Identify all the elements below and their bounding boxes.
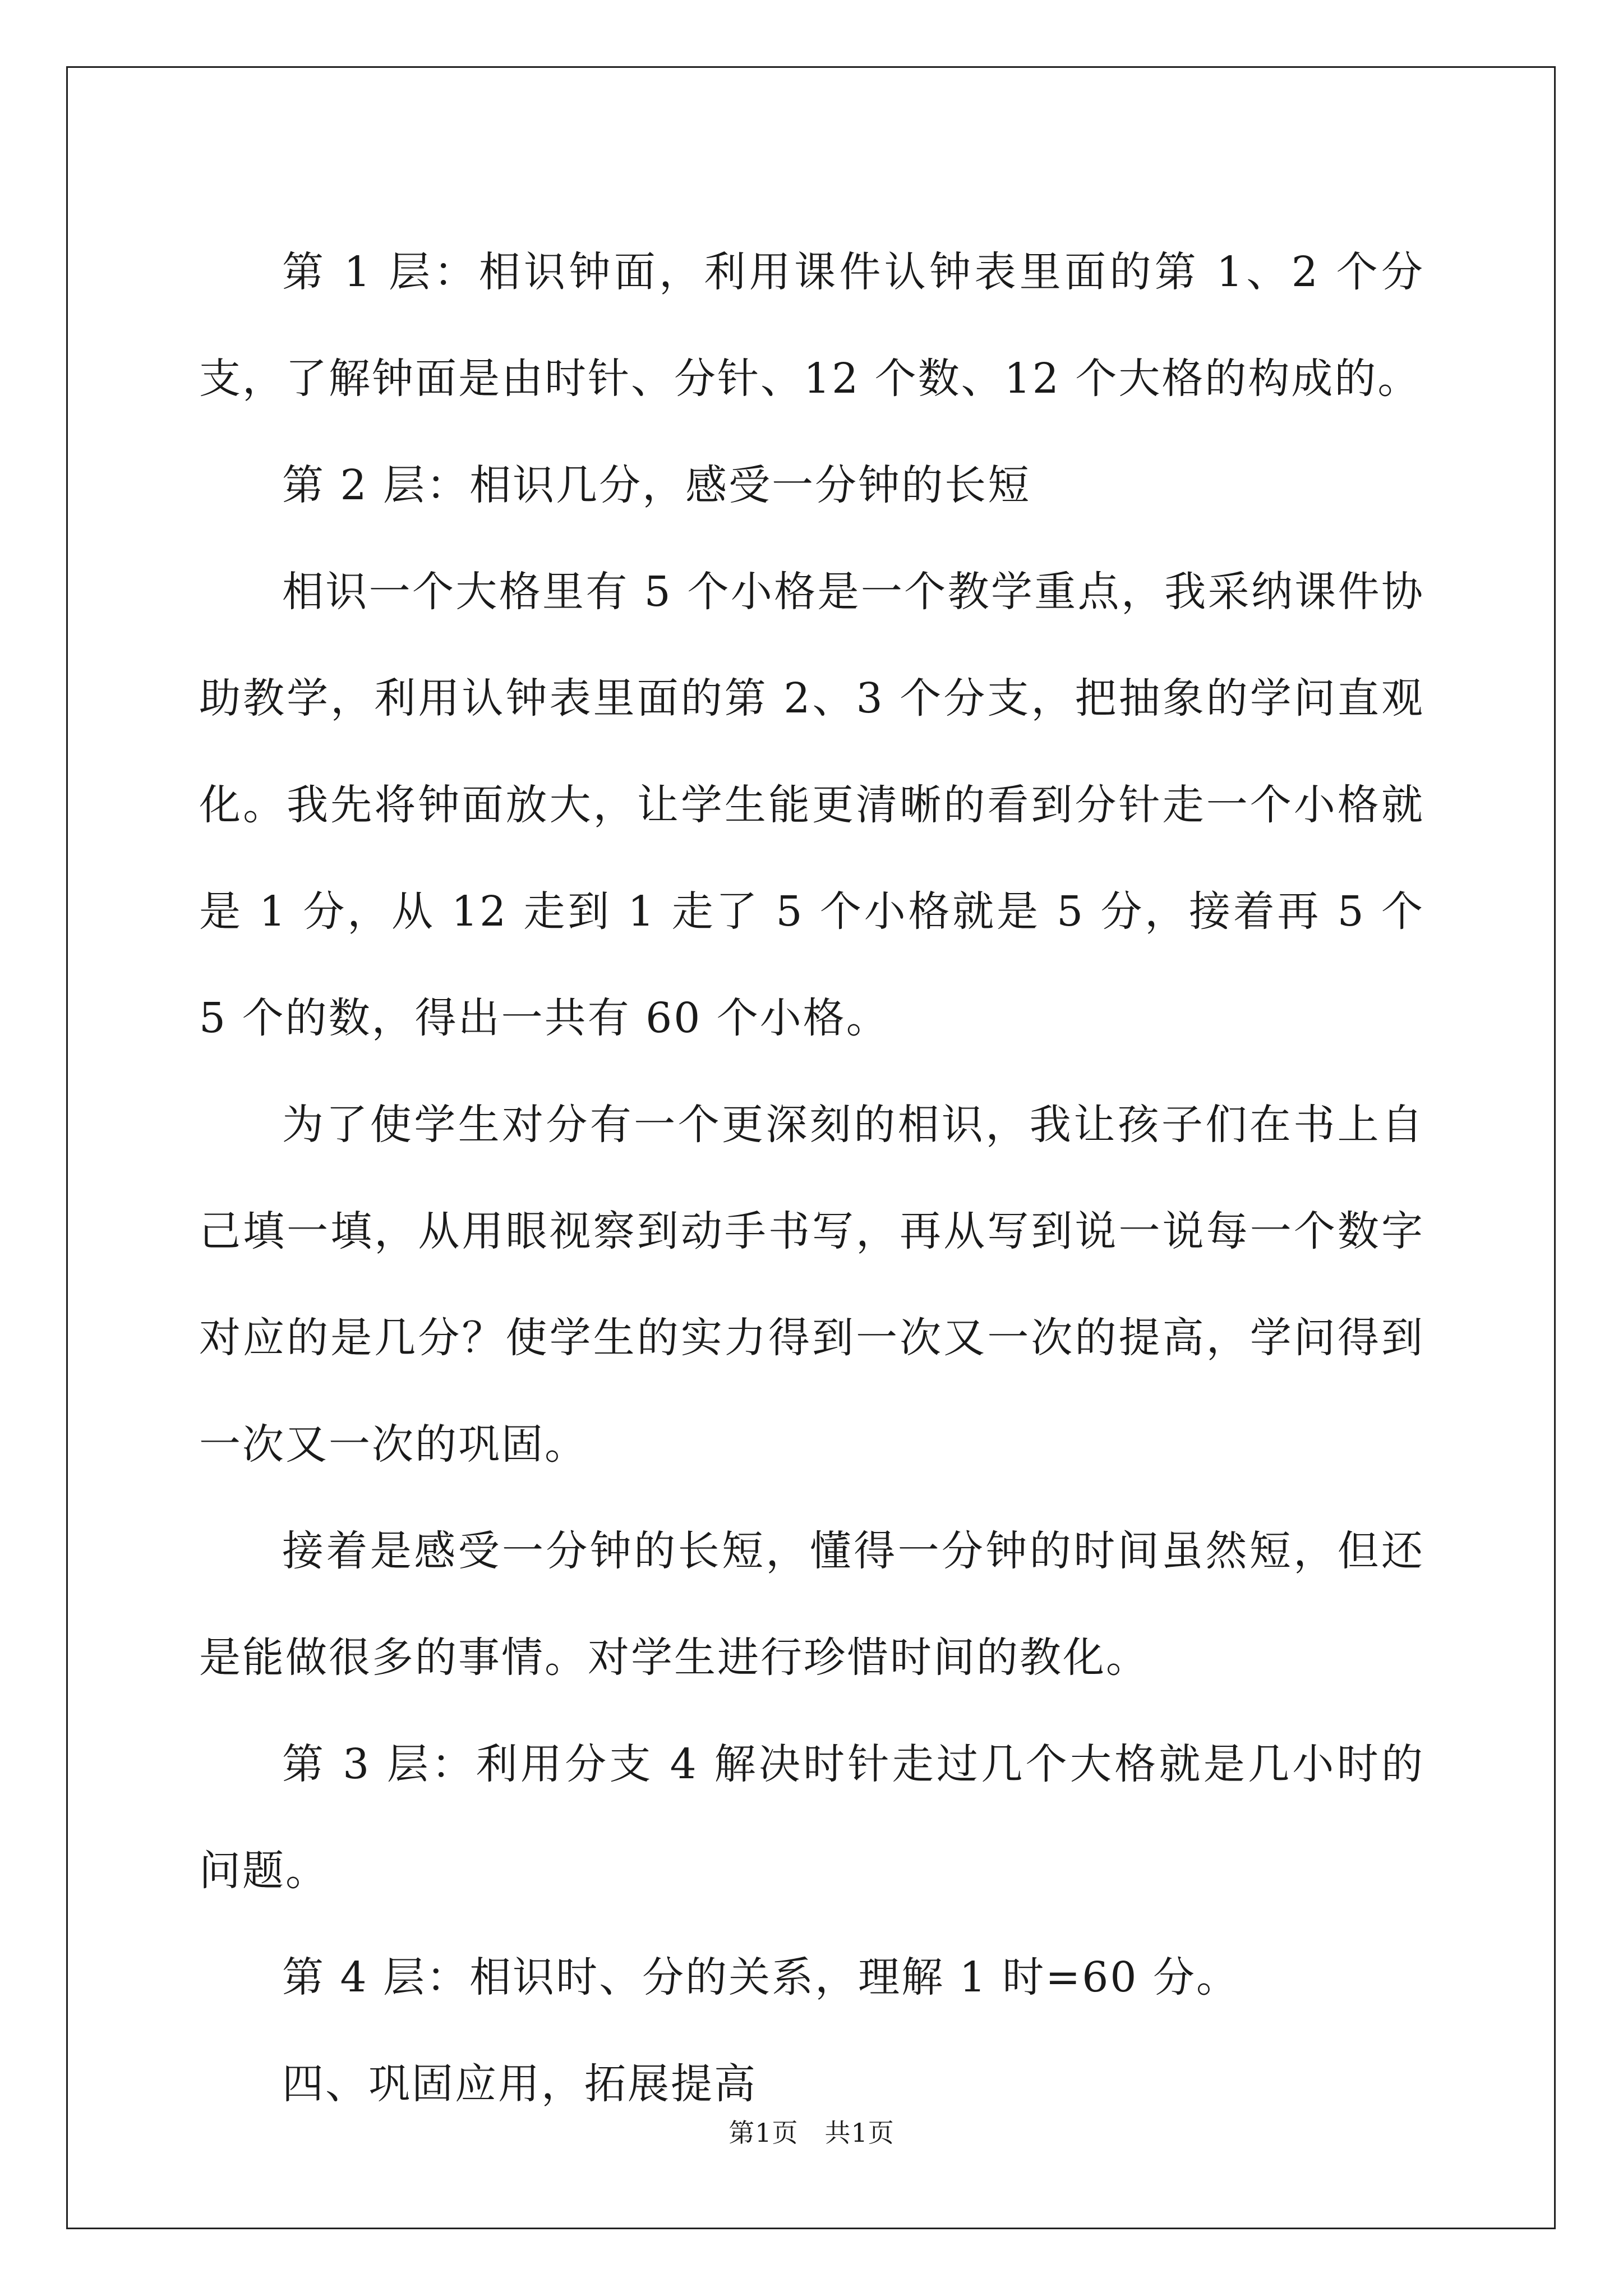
paragraph-one-minute: 接着是感受一分钟的长短，懂得一分钟的时间虽然短，但还是能做很多的事情。对学生进行珍惜时间的教化。 — [199, 1527, 1424, 1682]
document-body — [199, 219, 1424, 2137]
paragraph-layer-1: 第 1 层：相识钟面，利用课件认钟表里面的第 1、2 个分支，了解钟面是由时针、分针、12 个数、12 个大格的构成的。 — [199, 248, 1424, 403]
paragraph-layer-3: 第 3 层：利用分支 4 解决时针走过几个大格就是几小时的问题。 — [199, 1740, 1424, 1895]
paragraph-section-four: 四、巩固应用，拓展提高 — [282, 2060, 757, 2108]
paragraph-five-small-grids: 相识一个大格里有 5 个小格是一个教学重点，我采纳课件协助教学，利用认钟表里面的第 2、3 个分支，把抽象的学问直观化。我先将钟面放大，让学生能更清晰的看到分针走一个小格就是 1 分，从 12 走到 1 走了 5 个小格就是 5 分，接着再 5 个 5 个的数，得出一共有 60 个小格。 — [199, 568, 1424, 1042]
paragraph-fill-in-book: 为了使学生对分有一个更深刻的相识，我让孩子们在书上自己填一填，从用眼视察到动手书写，再从写到说一说每一个数字对应的是几分？使学生的实力得到一次又一次的提高，学问得到一次又一次的巩固。 — [199, 1101, 1424, 1469]
paragraph-layer-4: 第 4 层：相识时、分的关系，理解 1 时=60 分。 — [282, 1953, 1239, 2001]
paragraph-layer-2-heading: 第 2 层：相识几分，感受一分钟的长短 — [282, 461, 1031, 509]
page-number-footer: 第1页 共1页 — [728, 2118, 895, 2148]
